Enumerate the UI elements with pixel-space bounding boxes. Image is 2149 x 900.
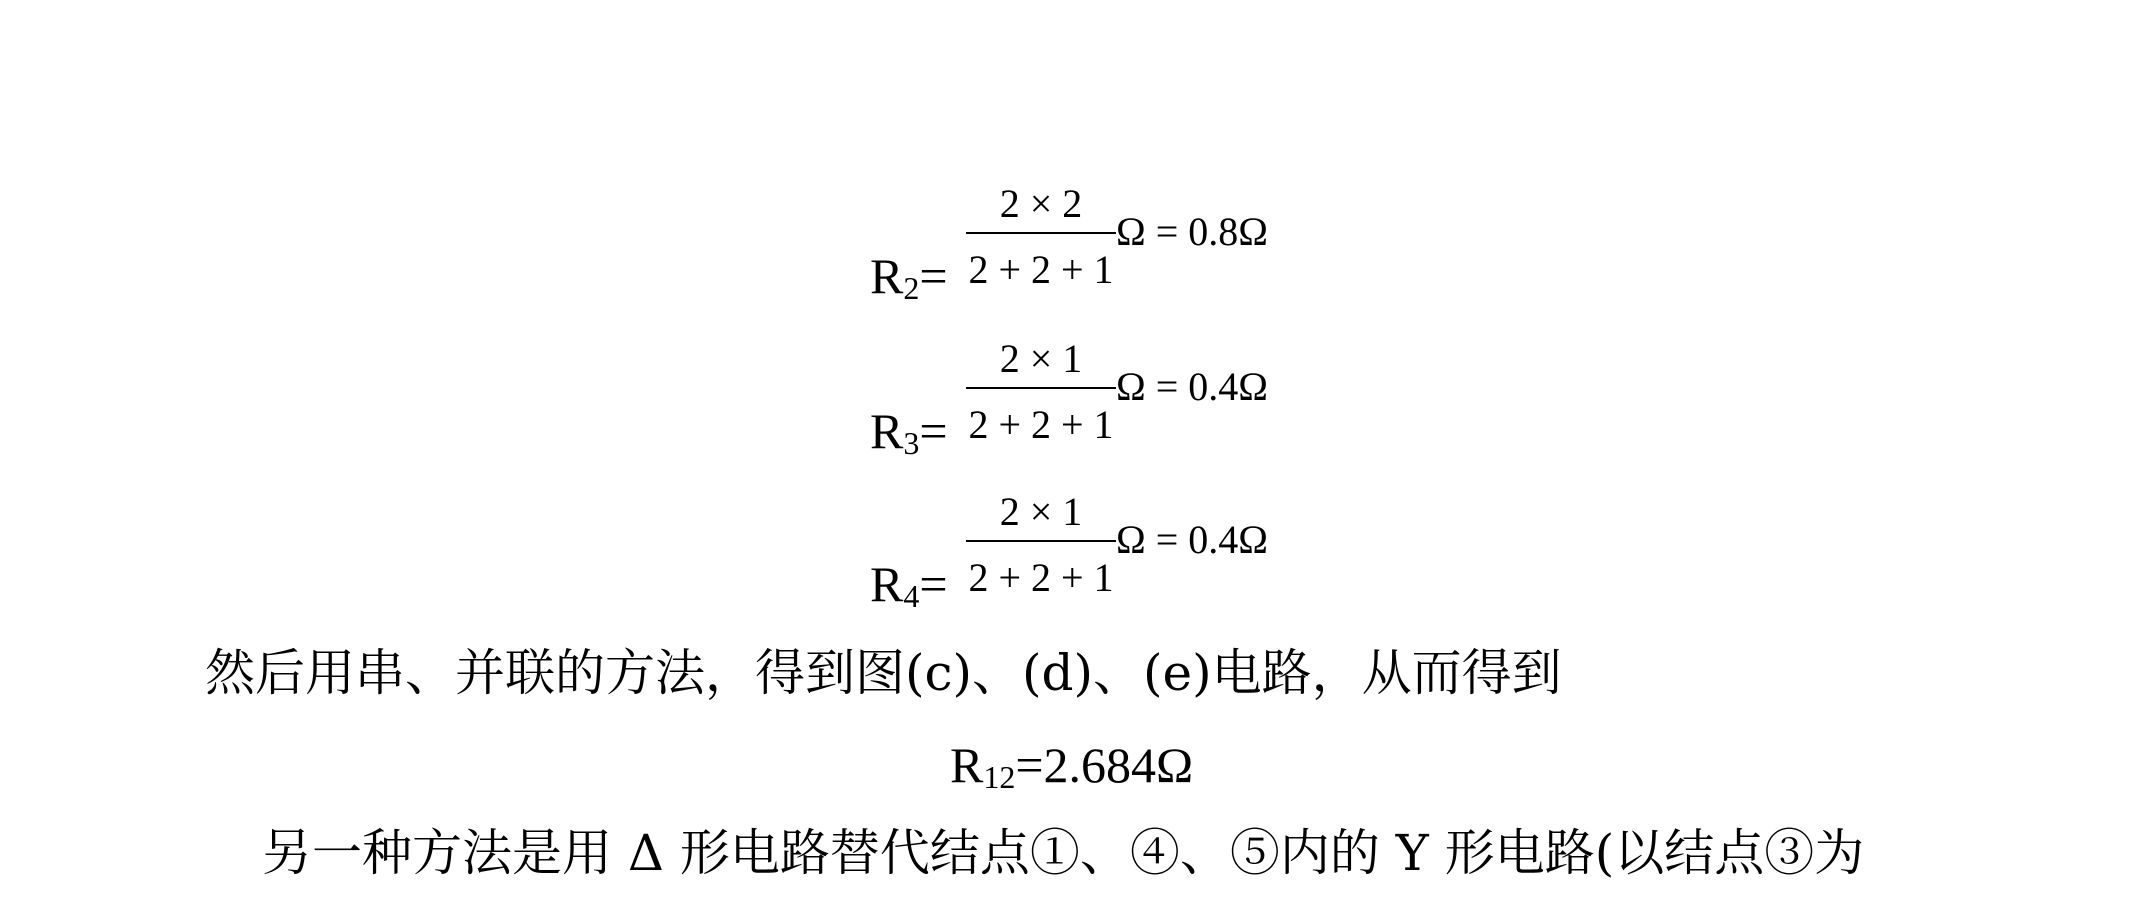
equation-rhs: Ω = 0.4Ω <box>1116 517 1269 562</box>
lhs-subscript: 2 <box>903 270 920 306</box>
lhs-equals: = <box>919 556 948 612</box>
equation-lhs <box>870 556 948 614</box>
fraction-bar <box>966 540 1116 542</box>
equation-rhs: Ω = 0.8Ω <box>1116 209 1269 254</box>
result-r12 <box>950 737 1194 795</box>
fraction <box>966 180 1116 310</box>
lhs-symbol: R <box>870 556 904 612</box>
fraction-bar <box>966 232 1116 234</box>
fraction-numerator: 2 × 1 <box>999 489 1083 534</box>
fraction-numerator: 2 × 1 <box>999 336 1083 381</box>
paragraph-2: 另一种方法是用 Δ 形电路替代结点①、④、⑤内的 Y 形电路(以结点③为 <box>262 824 1865 882</box>
fraction-denominator: 2 + 2 + 1 <box>968 402 1114 447</box>
lhs-equals: = <box>919 248 948 304</box>
equation-r4 <box>870 488 1310 618</box>
fraction <box>966 488 1116 618</box>
fraction-denominator: 2 + 2 + 1 <box>968 555 1114 600</box>
equation-r3 <box>870 335 1310 465</box>
lhs-symbol: R <box>870 403 904 459</box>
equation-lhs <box>870 403 948 461</box>
fraction-denominator: 2 + 2 + 1 <box>968 247 1114 292</box>
lhs-equals: = <box>919 403 948 459</box>
lhs-subscript: 3 <box>903 425 920 461</box>
fraction-numerator: 2 × 2 <box>999 181 1083 226</box>
equation-r2 <box>870 180 1310 310</box>
fraction <box>966 335 1116 465</box>
lhs-subscript: 4 <box>903 578 920 614</box>
result-value: =2.684Ω <box>1015 737 1194 793</box>
lhs-symbol: R <box>870 248 904 304</box>
paragraph-1: 然后用串、并联的方法，得到图(c)、(d)、(e)电路，从而得到 <box>205 644 1562 702</box>
result-subscript: 12 <box>983 759 1016 795</box>
fraction-bar <box>966 387 1116 389</box>
equation-rhs: Ω = 0.4Ω <box>1116 364 1269 409</box>
result-symbol: R <box>950 737 984 793</box>
equation-lhs <box>870 248 948 306</box>
